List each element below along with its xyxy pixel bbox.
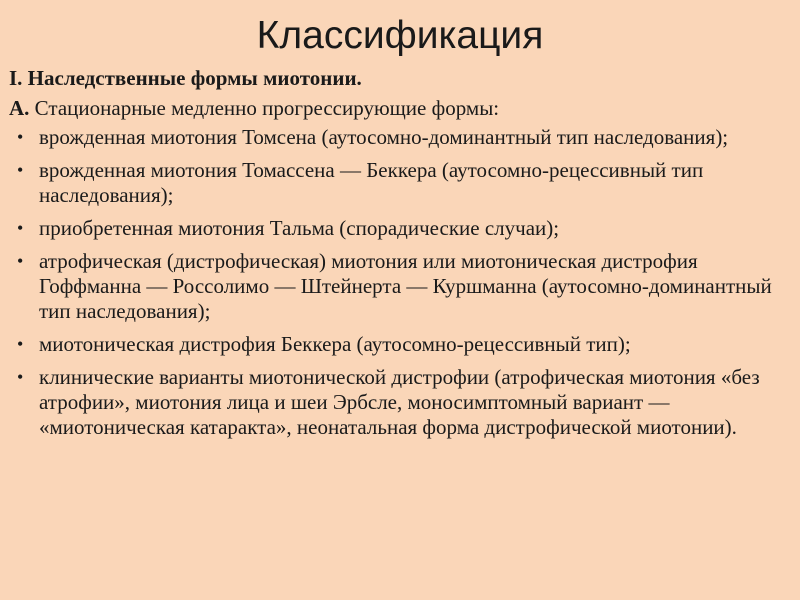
list-item	[0, 125, 790, 150]
bullet-list	[0, 125, 790, 448]
bullet-icon: •	[17, 367, 24, 387]
subsection-marker: А.	[9, 96, 30, 120]
subsection-heading	[9, 95, 499, 121]
bullet-icon: •	[17, 251, 24, 271]
list-item-text: врожденная миотония Томассена — Беккера (аутосомно-рецессивный тип наследования);	[39, 158, 704, 207]
bullet-icon: •	[17, 127, 24, 147]
list-item-text: атрофическая (дистрофическая) миотония или миотоническая дистрофия Гоффманна — Россолимо — Штейнерта — Куршманна (аутосомно-доминантный тип наследования);	[39, 249, 772, 323]
bullet-icon: •	[17, 334, 24, 354]
list-item	[0, 158, 790, 208]
subsection-text: Стационарные медленно прогрессирующие формы:	[34, 96, 500, 120]
list-item	[0, 365, 790, 440]
list-item	[0, 249, 790, 324]
slide-title: Классификация	[256, 14, 544, 57]
bullet-icon: •	[17, 218, 24, 238]
list-item-text: клинические варианты миотонической дистрофии (атрофическая миотония «без атрофии», миотония лица и шеи Эрбсле, моносимптомный вариант — «миотоническая катаракта», неонатальная форма дистрофической миотонии).	[39, 365, 760, 439]
list-item	[0, 216, 790, 241]
section-heading: I. Наследственные формы миотонии.	[9, 66, 362, 90]
list-item-text: приобретенная миотония Тальма (спорадические случаи);	[39, 216, 560, 240]
list-item	[0, 332, 790, 357]
list-item-text: врожденная миотония Томсена (аутосомно-доминантный тип наследования);	[39, 125, 729, 149]
bullet-icon: •	[17, 160, 24, 180]
list-item-text: миотоническая дистрофия Беккера (аутосомно-рецессивный тип);	[39, 332, 631, 356]
